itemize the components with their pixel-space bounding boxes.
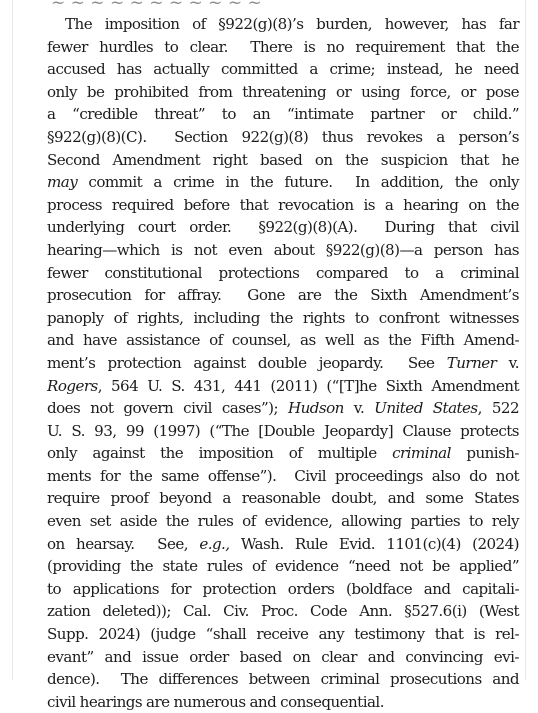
text-segment: a “credible threat” to an “intimate partner or child.” <box>47 105 519 124</box>
text-segment: dence). The differences between criminal prosecutions and <box>47 670 519 689</box>
text-segment: even set aside the rules of evidence, allowing parties to rely <box>47 512 519 531</box>
text-line <box>47 646 519 669</box>
text-segment: underlying court order. §922(g)(8)(A). During that civil <box>47 218 519 237</box>
text-segment: (providing the state rules of evidence “need not be applied” <box>47 557 519 576</box>
text-line <box>47 555 519 578</box>
text-line <box>47 420 519 443</box>
text-segment: on hearsay. See, <box>47 534 200 553</box>
italic-text: e.g., <box>199 534 230 553</box>
italic-text: Rogers <box>47 376 98 395</box>
text-line <box>47 487 519 510</box>
text-line <box>47 216 519 239</box>
text-line <box>47 397 519 420</box>
text-segment: fewer constitutional protections compared to a criminal <box>47 263 519 282</box>
italic-text: Turner <box>446 353 497 372</box>
text-segment: Supp. 2024) (judge “shall receive any testimony that is rel- <box>47 625 519 644</box>
text-line <box>47 126 519 149</box>
text-segment: prosecution for affray. Gone are the Sixth Amendment’s <box>47 286 519 305</box>
text-line <box>47 375 519 398</box>
text-line <box>47 171 519 194</box>
italic-text: may <box>47 173 78 192</box>
text-segment: Second Amendment right based on the suspicion that he <box>47 150 519 169</box>
text-line <box>47 149 519 172</box>
text-line <box>47 600 519 623</box>
text-segment: and have assistance of counsel, as well as the Fifth Amend- <box>47 331 519 350</box>
text-line <box>47 533 519 556</box>
text-segment: ment’s protection against double jeopardy. See <box>47 353 447 372</box>
text-segment: v. <box>343 399 375 418</box>
text-segment: ments for the same offense”). Civil proceedings also do not <box>47 466 519 485</box>
text-line <box>47 623 519 646</box>
partial-previous-line: ~ ~ ~ ~ ~ ~ ~ ~ ~ ~ ~ <box>51 0 262 13</box>
text-line <box>47 691 519 713</box>
text-segment: fewer hurdles to clear. There is no requirement that the <box>47 37 519 56</box>
text-segment: only be prohibited from threatening or using force, or pose <box>47 82 519 101</box>
text-segment: accused has actually committed a crime; instead, he need <box>47 60 519 79</box>
text-segment: process required before that revocation is a hearing on the <box>47 195 519 214</box>
text-line <box>47 58 519 81</box>
text-line <box>47 262 519 285</box>
italic-text: United States <box>374 399 478 418</box>
text-segment: U. S. 93, 99 (1997) (“The [Double Jeopardy] Clause protects <box>47 421 519 440</box>
text-segment: commit a crime in the future. In addition, the only <box>77 173 519 192</box>
document-page <box>12 0 526 711</box>
text-segment: does not govern civil cases”); <box>47 399 288 418</box>
italic-text: criminal <box>392 444 451 463</box>
text-segment: civil hearings are numerous and consequential. <box>47 692 384 711</box>
text-segment: v. <box>496 353 520 372</box>
text-line <box>47 81 519 104</box>
text-line <box>47 465 519 488</box>
text-line <box>47 239 519 262</box>
text-segment: to applications for protection orders (boldface and capitali- <box>47 579 519 598</box>
text-segment: hearing—which is not even about §922(g)(8)—a person has <box>47 240 519 259</box>
text-segment: §922(g)(8)(C). Section 922(g)(8) thus revokes a person’s <box>47 127 519 146</box>
text-line <box>47 668 519 691</box>
body-paragraph <box>47 13 519 713</box>
text-segment: only against the imposition of multiple <box>47 444 393 463</box>
text-segment: The imposition of §922(g)(8)’s burden, however, has far <box>65 15 519 33</box>
text-segment: evant” and issue order based on clear and convincing evi- <box>47 647 519 666</box>
text-segment: require proof beyond a reasonable doubt, and some States <box>47 489 519 508</box>
text-segment: Wash. Rule Evid. 1101(c)(4) (2024) <box>229 534 519 553</box>
text-line <box>47 13 519 36</box>
italic-text: Hudson <box>288 399 344 418</box>
text-segment: panoply of rights, including the rights to confront witnesses <box>47 308 519 327</box>
text-line <box>47 284 519 307</box>
text-line <box>47 578 519 601</box>
text-line <box>47 307 519 330</box>
text-line <box>47 194 519 217</box>
text-line <box>47 329 519 352</box>
text-segment: punish- <box>450 444 519 463</box>
text-line <box>47 442 519 465</box>
text-line <box>47 36 519 59</box>
text-line <box>47 103 519 126</box>
text-line <box>47 510 519 533</box>
text-segment: , 522 <box>477 399 519 418</box>
text-segment: , 564 U. S. 431, 441 (2011) (“[T]he Sixth Amendment <box>97 376 519 395</box>
text-line <box>47 352 519 375</box>
text-segment: zation deleted)); Cal. Civ. Proc. Code Ann. §527.6(i) (West <box>47 602 519 621</box>
